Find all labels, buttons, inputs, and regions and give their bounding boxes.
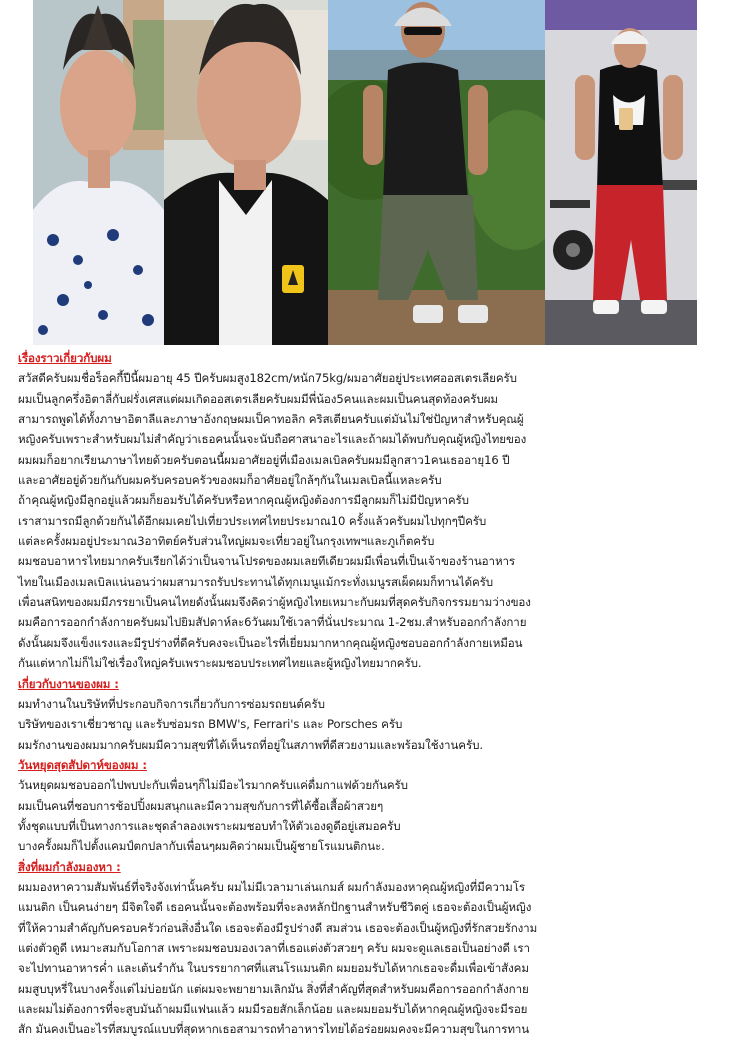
text-line: แมนติก เป็นคนง่ายๆ มีจิตใจดี เธอคนนั้นจะต้องพร้อมที่จะลงหลักปักฐานสำหรับชีวิตคู่ เธอจะต้องเป็นผู้หญิง — [18, 900, 532, 915]
text-line: ผมมองหาความสัมพันธ์ที่จริงจังเท่านั้นครับ ผมไม่มีเวลามาเล่นเกมส์ ผมกำลังมองหาคุณผู้หญิงที่มีความโร — [18, 879, 525, 894]
text-line: ไทยในเมืองเมลเบิลแน่นอนว่าผมสามารถรับประทานได้ทุกเมนูแม้กระทั่งเมนูรสเผ็ดผมก็ทานได้ครับ — [18, 574, 494, 589]
section-heading-my-weekend: วันหยุดสุดสัปดาห์ของผม : — [18, 757, 147, 772]
text-line: บางครั้งผมก็ไปตั้งแคมป์ตกปลากับเพื่อนๆผมคิดว่าผมเป็นผู้ชายโรแมนติกนะ. — [18, 839, 385, 854]
profile-text — [18, 348, 722, 1040]
section-heading-my-work: เกี่ยวกับงานของผม : — [18, 676, 119, 691]
text-line: ผมทำงานในบริษัทที่ประกอบกิจการเกี่ยวกับการซ่อมรถยนต์ครับ — [18, 696, 325, 711]
text-line: เราสามารถมีลูกด้วยกันได้อีกผมเคยไปเที่ยวประเทศไทยประมาณ10 ครั้งแล้วครับผมไปทุกๆปีครับ — [18, 513, 487, 528]
text-line: จะไปทานอาหารค่ำ และเต้นรำกัน ในบรรยากาศที่แสนโรแมนติก ผมยอมรับได้หากเธอจะดื่มเพื่อเข้าสังคม — [18, 961, 529, 976]
photo-strip — [0, 0, 729, 345]
text-line: ผมเป็นคนที่ชอบการช้อปปิ้งผมสนุกและมีความสุขกับการที่ได้ซื้อเสื้อผ้าสวยๆ — [18, 798, 384, 813]
text-line: สัก มันคงเป็นอะไรที่สมบูรณ์แบบที่สุดหากเธอสามารถทำอาหารไทยได้อร่อยผมคงจะมีความสุขในการทาน — [18, 1022, 530, 1037]
text-line: ผมคือการออกกำลังกายครับผมไปยิมสัปดาห์ละ6วันผมใช้เวลาที่นั่นประมาณ 1-2ชม.สำหรับออกกำลังกาย — [18, 615, 527, 630]
section-heading-about-me: เรื่องราวเกี่ยวกับผม — [18, 351, 112, 365]
text-line: หญิงครับเพราะสำหรับผมไม่สำคัญว่าเธอคนนั้นจะนับถือศาสนาอะไรและถ้าผมได้พบกับคุณผู้หญิงไทยของ — [18, 432, 527, 447]
text-line: และผมไม่ต้องการที่จะสูบมันถ้าผมมีแฟนแล้ว ผมมีรอยสักเล็กน้อย และผมยอมรับได้หากคุณผู้หญิงจะมีรอย — [18, 1002, 528, 1016]
text-line: ทั้งชุดแบบที่เป็นทางการและชุดลำลองเพราะผมชอบทำให้ตัวเองดูดีอยู่เสมอครับ — [18, 818, 401, 833]
text-line: ผมผมก็อยากเรียนภาษาไทยด้วยครับตอนนี้ผมอาศัยอยู่ที่เมืองเมลเบิลครับผมมีลูกสาว1คนเธออายุ16 ปี — [18, 452, 510, 467]
text-line: ผมเป็นลูกครึ่งอิตาลี่กับฝรั่งเศสแต่ผมเกิดออสเตรเลียครับผมมีพี่น้อง5คนและผมเป็นคนสุดท้องครับผม — [18, 391, 498, 406]
text-line: ผมรักงานของผมมากครับผมมีความสุขที่ได้เห็นรถที่อยู่ในสภาพที่ดีสวยงามและพร้อมใช้งานครับ. — [18, 737, 483, 752]
text-line: ถ้าคุณผู้หญิงมีลูกอยู่แล้วผมก็ยอมรับได้ครับหรือหากคุณผู้หญิงต้องการมีลูกผมก็ไม่มีปัญหาครับ — [18, 493, 469, 508]
text-line: แต่ละครั้งผมอยู่ประมาณ3อาทิตย์ครับส่วนใหญ่ผมจะเที่ยวอยู่ในกรุงเทพฯและภูเก็ตครับ — [18, 534, 435, 549]
section-heading-looking-for: สิ่งที่ผมกำลังมองหา : — [18, 859, 121, 874]
text-line: เพื่อนสนิทของผมมีภรรยาเป็นคนไทยดังนั้นผมจึงคิดว่าผู้หญิงไทยเหมาะกับผมที่สุดครับกิจกรรมยามว่างของ — [18, 595, 531, 610]
profile-photo-1[interactable] — [33, 0, 164, 345]
text-line: และอาศัยอยู่ด้วยกันกับผมครับครอบครัวของผมก็อาศัยอยู่ใกล้ๆกันในเมลเบิลนี้แหละครับ — [18, 473, 442, 488]
text-line: ที่ให้ความสำคัญกับครอบครัวก่อนสิ่งอื่นใด เธอจะต้องมีรูปร่างดี สมส่วน เธอจะต้องเป็นผู้หญิงที่รักสวยรักงาม — [18, 920, 538, 935]
text-line: บริษัทของเราเชี่ยวชาญ และรับซ่อมรถ BMW's, Ferrari's และ Porsches ครับ — [18, 717, 403, 732]
text-line: แต่งตัวดูดี เหมาะสมกับโอกาส เพราะผมชอบมองเวลาที่เธอแต่งตัวสวยๆ ครับ ผมจะดูแลเธอเป็นอย่างดี เรา — [18, 940, 530, 955]
text-line: ผมชอบอาหารไทยมากครับเรียกได้ว่าเป็นจานโปรดของผมเลยทีเดียวผมมีเพื่อนที่เป็นเจ้าของร้านอาหาร — [18, 554, 516, 569]
text-line: ผมสูบบุหรี่ในบางครั้งแต่ไม่บ่อยนัก แต่ผมจะพยายามเลิกมัน สิ่งที่สำคัญที่สุดสำหรับผมคือการออกกำลังกาย — [18, 981, 529, 996]
profile-photo-3[interactable] — [328, 0, 545, 345]
text-line: ดังนั้นผมจึงแข็งแรงและมีรูปร่างที่ดีครับคงจะเป็นอะไรที่เยี่ยมมากหากคุณผู้หญิงชอบออกกำลังกายเหมือน — [18, 635, 523, 650]
profile-photo-2[interactable] — [164, 0, 328, 345]
profile-photo-4[interactable] — [545, 0, 697, 345]
text-line: สวัสดีครับผมชื่อร็อคกี้ปีนี้ผมอายุ 45 ปีครับผมสูง182cm/หนัก75kg/ผมอาศัยอยู่ประเทศออสเตรเลียครับ — [18, 371, 517, 386]
text-line: วันหยุดผมชอบออกไปพบปะกับเพื่อนๆก็ไม่มีอะไรมากครับแค่ดื่มกาแฟด้วยกันครับ — [18, 778, 408, 793]
text-line: กันแต่หากไม่ก็ไม่ใช่เรื่องใหญ่ครับเพราะผมชอบประเทศไทยและผู้หญิงไทยมากครับ. — [18, 656, 422, 671]
text-line: สามารถพูดได้ทั้งภาษาอิตาลีและภาษาอังกฤษผมเป็คาทอลิก คริสเตียนครับแต่มันไม่ใช่ปัญหาสำหรับคุณผู้ — [18, 412, 524, 427]
